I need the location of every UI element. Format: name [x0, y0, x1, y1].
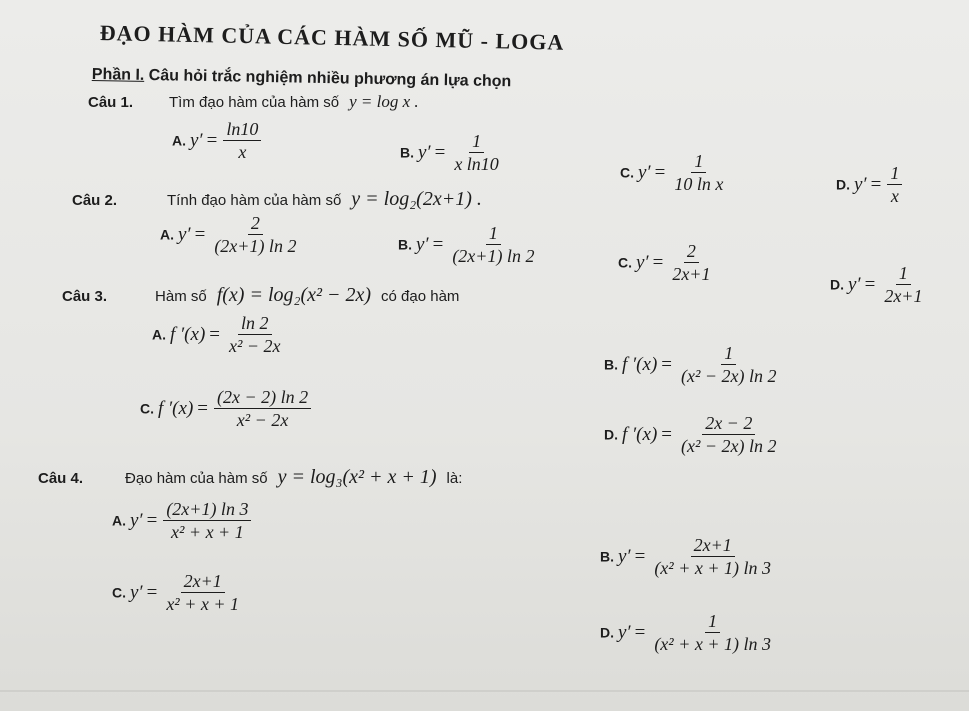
option-3d[interactable]: D. f ′(x) = $\frac{2x - 2}{\text{(x² − 2x) ln 2}}$: [604, 412, 782, 457]
option-letter: A.: [112, 512, 126, 529]
option-lhs: f ′(x): [170, 323, 206, 345]
question-text: Tìm đạo hàm của hàm số: [169, 94, 340, 111]
option-denominator: x² + x + 1: [166, 594, 239, 614]
option-letter: A.: [172, 132, 186, 149]
option-lhs: y′: [418, 141, 431, 163]
option-letter: C.: [140, 400, 154, 417]
option-denominator: (2x+1) ln 2: [452, 246, 535, 266]
option-denominator: 2x+1: [884, 286, 923, 306]
option-denominator: x² − 2x: [229, 336, 281, 356]
question-text: Đạo hàm của hàm số: [125, 470, 268, 487]
question-expression: y = log₂(2x+1) .: [351, 188, 482, 210]
option-letter: C.: [620, 164, 634, 181]
option-3b[interactable]: B. f ′(x) = $\frac{1}{\text{(x² − 2x) ln 2}}$: [604, 342, 782, 387]
option-letter: A.: [152, 326, 166, 343]
option-letter: B.: [600, 548, 614, 565]
question-suffix: là:: [446, 470, 463, 487]
question-suffix: có đạo hàm: [381, 288, 460, 305]
option-numerator: (2x − 2) ln 2: [214, 386, 311, 409]
option-4c[interactable]: C. y′ = $\frac{2x+1}{\text{x² + x + 1}}$: [112, 570, 244, 615]
option-lhs: y′: [636, 251, 649, 273]
option-numerator: 1: [887, 162, 902, 185]
option-lhs: y′: [618, 621, 631, 643]
option-denominator: (x² − 2x) ln 2: [681, 436, 777, 456]
option-letter: D.: [604, 426, 618, 443]
option-letter: B.: [400, 144, 414, 161]
option-2c[interactable]: C. y′ = $\frac{2}{2x+1}$: [618, 240, 715, 285]
option-numerator: 1: [896, 262, 911, 285]
option-1c[interactable]: C. y′ = $\frac{1}{\text{10 ln x}}$: [620, 150, 728, 195]
option-1b[interactable]: B. y′ = $\frac{1}{\text{x ln10}}$: [400, 130, 504, 175]
option-numerator: 2: [248, 212, 263, 235]
option-numerator: 1: [691, 150, 706, 173]
option-letter: D.: [600, 624, 614, 641]
option-denominator: (x² − 2x) ln 2: [681, 366, 777, 386]
option-denominator: 10 ln x: [674, 174, 724, 194]
option-lhs: y′: [130, 509, 143, 531]
option-lhs: y′: [848, 273, 861, 295]
option-letter: C.: [618, 254, 632, 271]
option-2d[interactable]: D. y′ = $\frac{1}{2x+1}$: [830, 262, 927, 307]
option-numerator: 1: [469, 130, 484, 153]
option-denominator: 2x+1: [672, 264, 711, 284]
option-letter: D.: [830, 276, 844, 293]
option-lhs: f ′(x): [622, 353, 658, 375]
option-numerator: 2x − 2: [702, 412, 755, 435]
option-numerator: 1: [721, 342, 736, 365]
option-4d[interactable]: D. y′ = $\frac{1}{\text{(x² + x + 1) ln 3}}$: [600, 610, 776, 655]
option-2b[interactable]: B. y′ = $\frac{1}{(2x+1) \ln 2}$: [398, 222, 539, 267]
option-numerator: 2x+1: [181, 570, 225, 593]
option-numerator: ln 2: [238, 312, 272, 335]
page-title: ĐẠO HÀM CỦA CÁC HÀM SỐ MŨ - LOGA: [99, 20, 565, 55]
option-1a[interactable]: A. y′ = $\frac{\ln 10}{x}$: [172, 118, 263, 163]
option-3c[interactable]: C. f ′(x) = $\frac{(2x - 2) \ln 2}{\text{x² − 2x}}$: [140, 386, 313, 431]
question-text: Hàm số: [155, 288, 207, 305]
option-denominator: x: [890, 186, 899, 206]
option-lhs: y′: [178, 223, 191, 245]
question-expression: f(x) = log₂(x² − 2x): [216, 284, 372, 306]
option-lhs: y′: [854, 173, 867, 195]
option-denominator: (x² + x + 1) ln 3: [654, 558, 771, 578]
option-letter: D.: [836, 176, 850, 193]
option-numerator: 2: [684, 240, 699, 263]
question-label: Câu 4.: [38, 470, 84, 487]
option-denominator: (2x+1) ln 2: [214, 236, 297, 256]
option-letter: A.: [160, 226, 174, 243]
option-letter: B.: [604, 356, 618, 373]
option-numerator: (2x+1) ln 3: [163, 498, 251, 521]
section-label: Phần I.: [91, 66, 145, 84]
option-denominator: x² + x + 1: [171, 522, 244, 542]
option-4a[interactable]: A. y′ = $\frac{(2x+1) \ln 3}{\text{x² + x + 1}}$: [112, 498, 253, 543]
option-denominator: x ln10: [454, 154, 499, 174]
question-label: Câu 3.: [62, 288, 108, 305]
question-label: Câu 2.: [72, 192, 118, 209]
option-numerator: 1: [486, 222, 501, 245]
option-numerator: 2x+1: [691, 534, 735, 557]
option-lhs: y′: [618, 545, 631, 567]
question-expression: y = log₃(x² + x + 1): [277, 466, 437, 488]
option-denominator: (x² + x + 1) ln 3: [654, 634, 771, 654]
option-1d[interactable]: D. y′ = $\frac{1}{x}$: [836, 162, 904, 207]
option-letter: C.: [112, 584, 126, 601]
option-lhs: f ′(x): [158, 397, 194, 419]
question-4: [38, 466, 462, 489]
option-lhs: y′: [130, 581, 143, 603]
question-label: Câu 1.: [88, 94, 134, 111]
option-letter: B.: [398, 236, 412, 253]
option-denominator: x: [238, 142, 247, 162]
section-heading: [92, 66, 512, 91]
option-lhs: f ′(x): [622, 423, 658, 445]
option-lhs: y′: [416, 233, 429, 255]
option-lhs: y′: [638, 161, 651, 183]
page-edge-divider: [0, 690, 969, 692]
question-expression: y = log x .: [349, 92, 419, 111]
section-text: Câu hỏi trắc nghiệm nhiều phương án lựa chọn: [144, 66, 512, 91]
option-denominator: x² − 2x: [236, 410, 289, 430]
option-2a[interactable]: A. y′ = $\frac{2}{(2x+1) \ln 2}$: [160, 212, 301, 257]
question-1: [88, 92, 419, 112]
question-3: [62, 284, 459, 307]
option-numerator: ln10: [223, 118, 261, 141]
option-numerator: 1: [705, 610, 720, 633]
option-4b[interactable]: B. y′ = $\frac{2x+1}{\text{(x² + x + 1) ln 3}}$: [600, 534, 776, 579]
question-text: Tính đạo hàm của hàm số: [167, 192, 342, 209]
option-3a[interactable]: A. f ′(x) = $\frac{\ln 2}{\text{x² − 2x}}$: [152, 312, 286, 357]
option-lhs: y′: [190, 129, 203, 151]
question-2: [72, 188, 482, 211]
